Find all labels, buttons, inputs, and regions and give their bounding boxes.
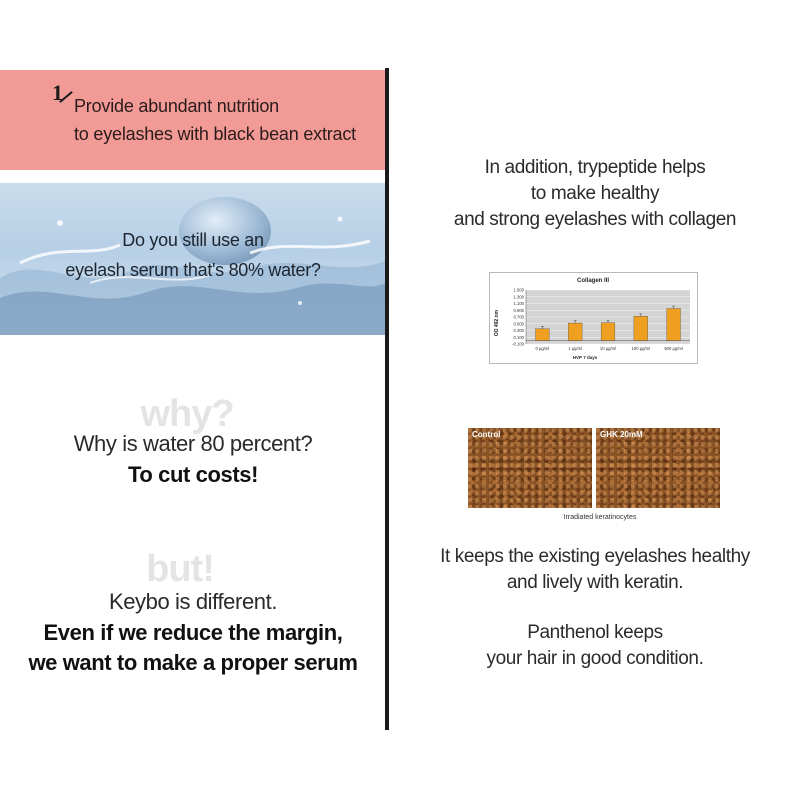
- control-label: Control: [472, 430, 501, 439]
- chart-x-tick-label: 500 µg/ml: [664, 346, 683, 351]
- chart-x-tick-label: 0 µg/ml: [535, 346, 550, 351]
- water-splash-image: [0, 183, 386, 335]
- panthenol-line-1: Panthenol keeps: [527, 622, 663, 643]
- trypeptide-line-3: and strong eyelashes with collagen: [453, 209, 737, 230]
- chart-y-tick-label: 0.700: [513, 314, 524, 320]
- chart-x-axis-label: HVP 7 days: [572, 355, 598, 360]
- chart-y-axis-label: OD 492 nm: [494, 309, 500, 337]
- chart-x-tick-label: 10 µg/ml: [599, 346, 617, 351]
- column-divider: [385, 68, 389, 730]
- ghk-label: GHK 20mM: [600, 430, 643, 439]
- banner-line-2: to eyelashes with black bean extract: [74, 124, 356, 144]
- collagen-chart-svg: [490, 273, 697, 363]
- chart-bar: [601, 323, 615, 341]
- reduce-margin-line: Even if we reduce the margin,: [43, 620, 343, 645]
- keybo-different: Keybo is different.: [108, 589, 278, 614]
- chart-x-tick-label: 1 µg/ml: [568, 346, 583, 351]
- chart-x-tick-label: 100 µg/ml: [631, 346, 651, 351]
- keratin-line-2: and lively with keratin.: [506, 572, 684, 593]
- water-question-line-1: Do you still use an: [122, 230, 264, 250]
- chart-bar: [667, 309, 681, 341]
- water-splash-graphic: [0, 183, 386, 335]
- chart-title: Collagen III: [576, 278, 610, 284]
- banner-line-1: Provide abundant nutrition: [74, 96, 279, 116]
- why-ghost-text: why?: [140, 393, 234, 435]
- banner-number: 1: [52, 80, 63, 105]
- chart-bar: [568, 323, 582, 341]
- trypeptide-line-2: to make healthy: [530, 183, 660, 204]
- chart-bar: [536, 329, 550, 341]
- chart-y-tick-label: 0.100: [513, 334, 524, 340]
- proper-serum-line: we want to make a proper serum: [28, 650, 358, 675]
- chart-y-tick-label: 1.500: [513, 287, 524, 293]
- chart-y-tick-label: -0.100: [512, 341, 524, 347]
- why-question: Why is water 80 percent?: [73, 431, 313, 456]
- water-question-line-2: eyelash serum that's 80% water?: [65, 260, 321, 280]
- trypeptide-line-1: In addition, trypeptide helps: [484, 157, 706, 178]
- chart-y-tick-label: 0.300: [513, 328, 524, 333]
- but-ghost-text: but!: [146, 548, 214, 590]
- chart-y-tick-label: 1.100: [513, 301, 524, 306]
- collagen-chart: [489, 272, 698, 364]
- chart-y-tick-label: 0.900: [513, 307, 524, 313]
- ghk-micrograph: [596, 428, 720, 508]
- chart-y-tick-label: 1.300: [513, 294, 524, 300]
- control-micrograph: [468, 428, 592, 508]
- chart-y-tick-label: 0.500: [513, 321, 524, 327]
- chart-bar: [634, 316, 648, 340]
- micrograph-caption: Irradiated keratinocytes: [563, 514, 637, 521]
- why-answer: To cut costs!: [127, 462, 259, 487]
- keratin-line-1: It keeps the existing eyelashes healthy: [440, 546, 750, 567]
- panthenol-line-2: your hair in good condition.: [486, 648, 704, 669]
